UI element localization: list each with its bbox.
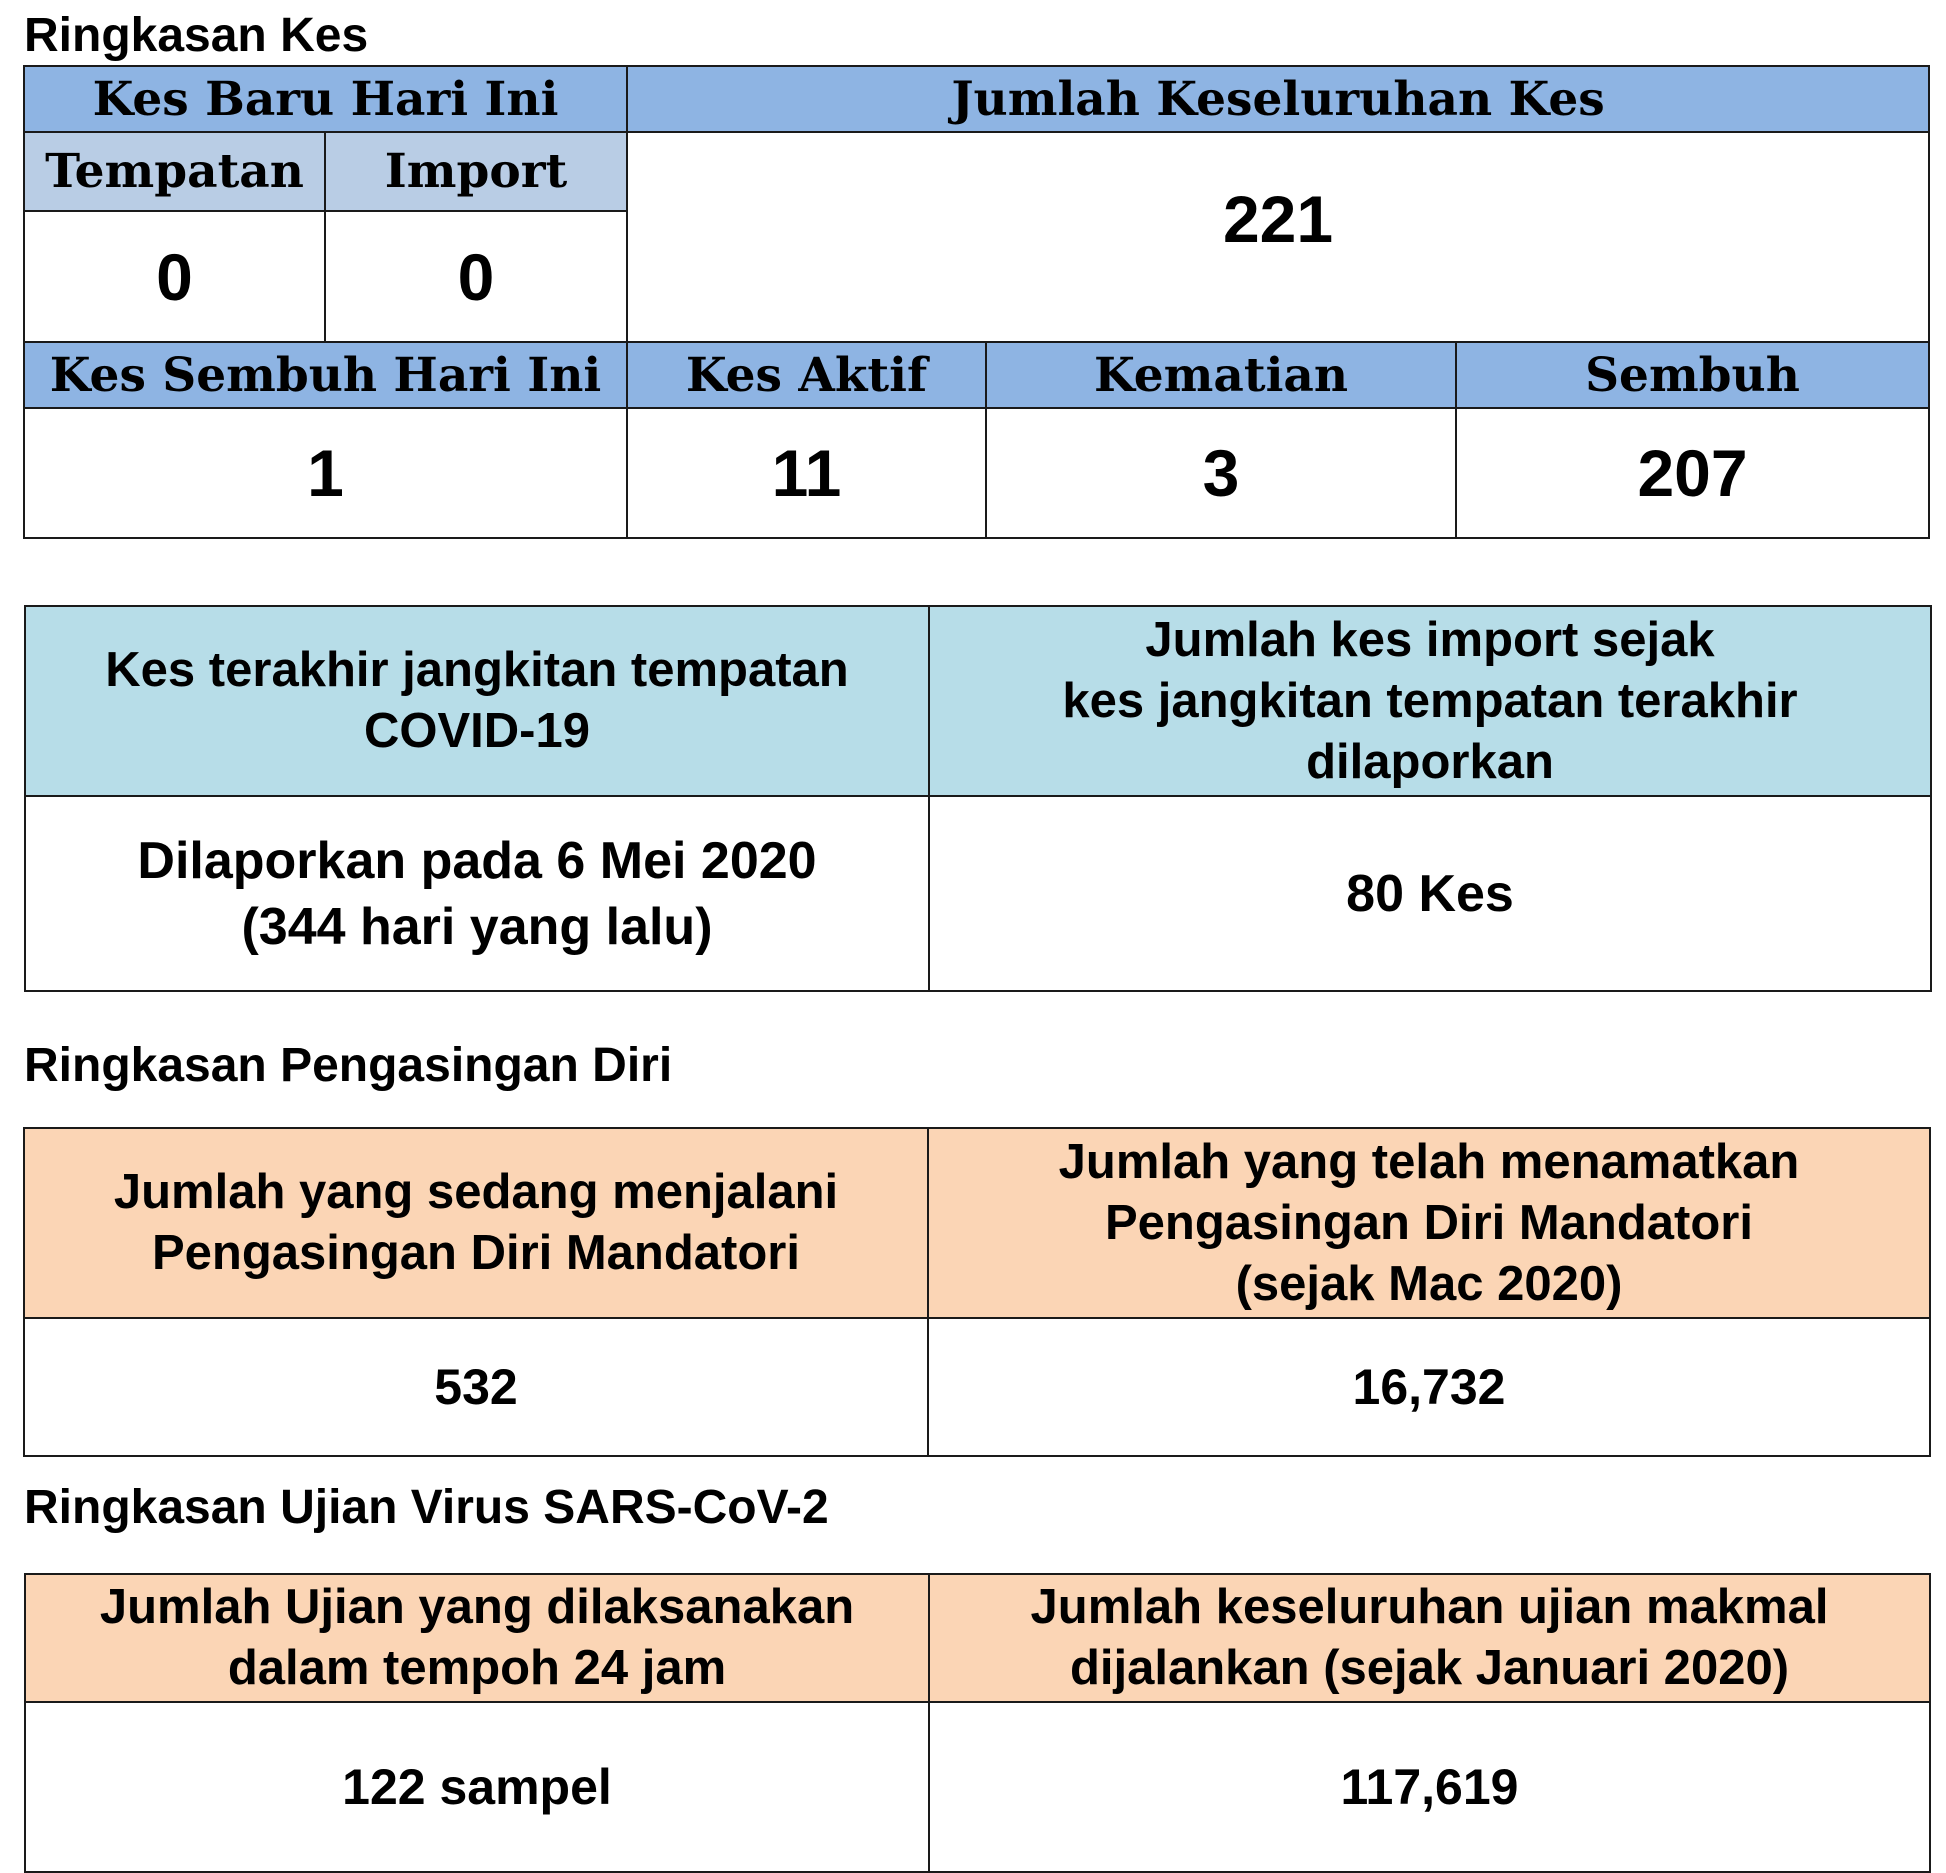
- header-line: dalam tempoh 24 jam: [227, 1641, 727, 1695]
- value-telah-menamatkan: 16,732: [928, 1318, 1930, 1456]
- jangkitan-tempatan-table: [24, 605, 1932, 992]
- section-title-ringkasan-kes: Ringkasan Kes: [24, 9, 369, 62]
- value-jumlah-keseluruhan-kes: 221: [627, 132, 1929, 342]
- header-tempatan: Tempatan: [24, 132, 325, 211]
- header-line: COVID-19: [363, 704, 590, 758]
- pengasingan-diri-table: [23, 1127, 1931, 1457]
- header-ujian-24-jam: [25, 1574, 929, 1702]
- value-ujian-24-jam: 122 sampel: [25, 1702, 929, 1872]
- value-kes-sembuh-hari-ini: 1: [24, 408, 627, 538]
- section-title-pengasingan-diri: Ringkasan Pengasingan Diri: [24, 1039, 673, 1092]
- value-line: Dilaporkan pada 6 Mei 2020: [137, 831, 817, 890]
- header-line: kes jangkitan tempatan terakhir: [1062, 673, 1798, 728]
- header-sedang-menjalani-pengasingan: [24, 1128, 928, 1318]
- header-kes-terakhir-jangkitan-tempatan: [25, 606, 929, 796]
- ringkasan-kes-table: [23, 65, 1930, 539]
- value-sedang-menjalani: 532: [24, 1318, 928, 1456]
- value-sembuh: 207: [1456, 408, 1929, 538]
- section-title-ujian-virus: Ringkasan Ujian Virus SARS-CoV-2: [24, 1481, 829, 1534]
- header-kes-sembuh-hari-ini: Kes Sembuh Hari Ini: [24, 342, 627, 408]
- header-kes-baru-hari-ini: Kes Baru Hari Ini: [24, 66, 627, 132]
- header-telah-menamatkan-pengasingan: [928, 1128, 1930, 1318]
- header-line: (sejak Mac 2020): [1235, 1256, 1623, 1311]
- header-line: Jumlah yang sedang menjalani: [113, 1165, 839, 1219]
- header-jumlah-keseluruhan-kes: Jumlah Keseluruhan Kes: [627, 66, 1929, 132]
- header-line: dijalankan (sejak Januari 2020): [1069, 1641, 1790, 1695]
- value-kes-import: 80 Kes: [929, 796, 1931, 991]
- header-line: Jumlah keseluruhan ujian makmal: [1030, 1580, 1829, 1634]
- header-line: Jumlah yang telah menamatkan: [1058, 1134, 1800, 1189]
- value-import: 0: [325, 211, 627, 342]
- header-line: dilaporkan: [1306, 734, 1554, 789]
- ujian-virus-table: [24, 1573, 1931, 1873]
- header-line: Pengasingan Diri Mandatori: [1105, 1195, 1753, 1250]
- value-ujian-keseluruhan: 117,619: [929, 1702, 1930, 1872]
- header-ujian-keseluruhan: [929, 1574, 1930, 1702]
- value-line: (344 hari yang lalu): [241, 897, 713, 956]
- value-kematian: 3: [986, 408, 1456, 538]
- value-tempatan: 0: [24, 211, 325, 342]
- header-import: Import: [325, 132, 627, 211]
- header-kes-aktif: Kes Aktif: [627, 342, 986, 408]
- header-line: Jumlah kes import sejak: [1145, 612, 1715, 667]
- header-kematian: Kematian: [986, 342, 1456, 408]
- value-tarikh-dilaporkan: [25, 796, 929, 991]
- header-line: Kes terakhir jangkitan tempatan: [105, 643, 849, 697]
- header-jumlah-kes-import: [929, 606, 1931, 796]
- value-kes-aktif: 11: [627, 408, 986, 538]
- header-line: Jumlah Ujian yang dilaksanakan: [99, 1580, 855, 1634]
- header-sembuh: Sembuh: [1456, 342, 1929, 408]
- header-line: Pengasingan Diri Mandatori: [152, 1226, 800, 1280]
